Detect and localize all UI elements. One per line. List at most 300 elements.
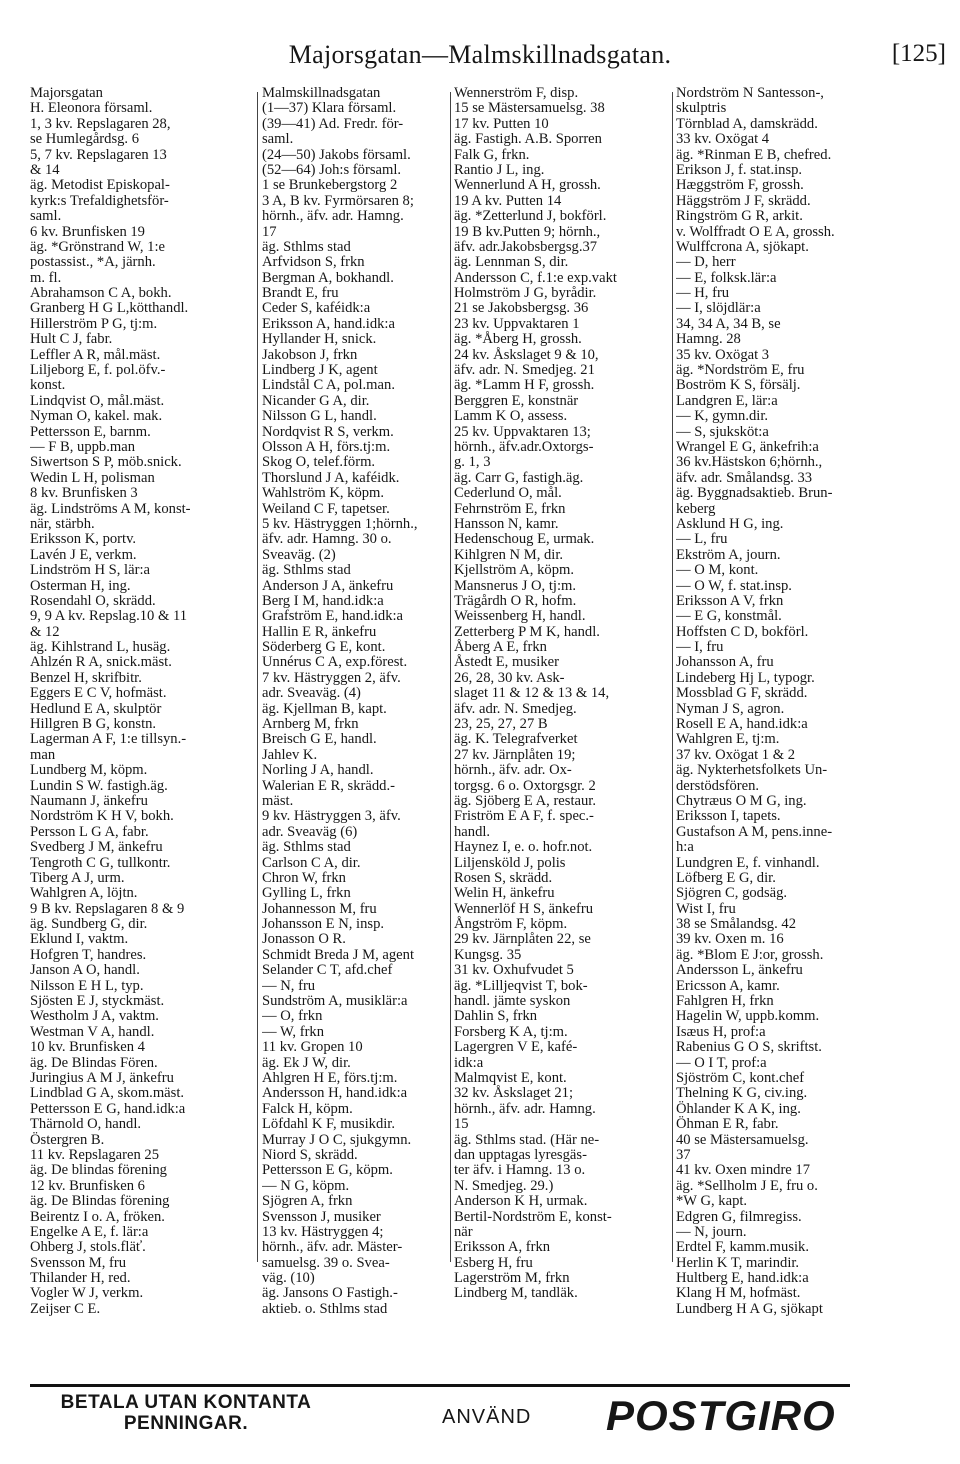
directory-entry-line: Benzel H, skrifbitr.: [30, 669, 142, 686]
directory-entry-line: Sjösten E J, styckmäst.: [30, 993, 165, 1010]
directory-entry-line: 9 kv. Hästryggen 3, äfv.: [262, 808, 401, 825]
directory-entry-line: Hedenschoug E, urmak.: [454, 531, 595, 548]
directory-entry-line: Åberg A E, frkn: [454, 639, 547, 656]
directory-entry-line: Lavén J E, verkm.: [30, 546, 137, 563]
directory-entry-line: dan upptagas lyresgäs-: [454, 1146, 587, 1163]
directory-entry-line: Nyman O, kakel. mak.: [30, 408, 163, 425]
directory-entry-line: (24—50) Jakobs församl.: [262, 146, 411, 163]
directory-entry-line: äg. Lennman S, dir.: [454, 254, 569, 271]
directory-entry-line: äg. Lindströms A M, konst-: [30, 500, 191, 517]
directory-entry-line: hörnh., äfv. adr. Hamng.: [454, 1100, 596, 1117]
directory-entry-line: Siwertson S P, möb.snick.: [30, 454, 182, 471]
directory-entry-line: — O M, kont.: [676, 562, 759, 579]
directory-entry-line: 37: [676, 1146, 691, 1163]
directory-entry-line: Hallin E R, änkefru: [262, 623, 377, 640]
directory-entry-line: äg. Byggnadsaktieb. Brun-: [676, 485, 833, 502]
directory-entry-line: Wedin L H, polisman: [30, 469, 155, 486]
directory-entry-line: Johansson A, fru: [676, 654, 774, 671]
directory-entry-line: Naumann J, änkefru: [30, 792, 148, 809]
directory-entry-line: Skog O, telef.förm.: [262, 454, 376, 471]
directory-entry-line: Hoffsten C D, bokförl.: [676, 623, 809, 640]
directory-entry-line: Grafström E, hand.idk:a: [262, 608, 404, 625]
directory-entry-line: — L, fru: [676, 531, 728, 548]
page-header: [0, 40, 960, 80]
directory-entry-line: — O, frkn: [262, 1008, 323, 1025]
directory-entry-line: Tengroth C G, tullkontr.: [30, 854, 171, 871]
directory-entry-line: Jonasson O R.: [262, 931, 346, 948]
directory-entry-line: 24 kv. Åskslaget 9 & 10,: [454, 346, 599, 363]
directory-entry-line: Sundström A, musiklär:a: [262, 993, 408, 1010]
directory-entry-line: Weissenberg H, handl.: [454, 608, 586, 625]
directory-entry-line: när: [454, 1223, 473, 1240]
directory-entry-line: — E G, konstmål.: [676, 608, 782, 625]
directory-entry-line: Lundberg H A G, sjökapt: [676, 1300, 823, 1317]
directory-entry-line: Johansson E N, insp.: [262, 916, 385, 933]
directory-entry-line: 19 A kv. Putten 14: [454, 192, 562, 209]
directory-entry-line: Persson L G A, fabr.: [30, 823, 149, 840]
directory-entry-line: Erdtel F, kamm.musik.: [676, 1239, 810, 1256]
directory-entry-line: Westholm J A, vaktm.: [30, 1008, 159, 1025]
directory-entry-line: 29 kv. Järnplåten 22, se: [454, 931, 591, 948]
directory-entry-line: Törnblad A, damskrädd.: [676, 115, 818, 132]
directory-entry-line: Hillgren B G, konstn.: [30, 716, 157, 733]
directory-entry-line: saml.: [262, 131, 294, 148]
directory-entry-line: slaget 11 & 12 & 13 & 14,: [454, 685, 610, 702]
directory-entry-line: Kihlgren N M, dir.: [454, 546, 564, 563]
directory-entry-line: Ringström G R, arkit.: [676, 208, 803, 225]
directory-entry-line: Wist I, fru: [676, 900, 736, 917]
directory-entry-line: *W G, kapt.: [676, 1193, 748, 1210]
directory-entry-line: Boström K S, försälj.: [676, 377, 801, 394]
directory-entry-line: 19 B kv.Putten 9; hörnh.,: [454, 223, 601, 240]
directory-entry-line: Tiberg A J, urm.: [30, 869, 125, 886]
directory-entry-line: Chytræus O M G, ing.: [676, 792, 807, 809]
directory-entry-line: Olsson A H, förs.tj:m.: [262, 438, 391, 455]
page-number: [125]: [891, 40, 946, 67]
directory-entry-line: handl.: [454, 823, 491, 840]
directory-entry-line: postassist., *A, järnh.: [30, 254, 156, 271]
directory-column-1: [30, 86, 254, 1317]
directory-entry-line: Eklund I, vaktm.: [30, 931, 129, 948]
directory-entry-line: mäst.: [262, 792, 294, 809]
directory-entry-line: Eriksson A, frkn: [454, 1239, 551, 1256]
directory-entry-line: Ahlgren H E, förs.tj:m.: [262, 1070, 398, 1086]
directory-entry-line: äfv. adr. N. Smedjeg. 21: [454, 362, 595, 379]
ad-slogan: [36, 1392, 336, 1434]
directory-entry-line: Eriksson A, hand.idk:a: [262, 315, 395, 332]
directory-entry-line: — N, fru: [262, 977, 316, 994]
directory-entry-line: 31 kv. Oxhufvudet 5: [454, 962, 574, 979]
directory-entry-line: 7 kv. Hästryggen 2, äfv.: [262, 669, 401, 686]
directory-entry-line: 39 kv. Oxen m. 16: [676, 931, 784, 948]
directory-entry-line: Lamm K O, assess.: [454, 408, 568, 425]
directory-entry-line: 15 se Mästersamuelsg. 38: [454, 100, 605, 117]
ad-brand: POSTGIRO: [606, 1392, 836, 1439]
directory-entry-line: Malmqvist E, kont.: [454, 1070, 567, 1086]
directory-entry-line: Öhman E R, fabr.: [676, 1116, 779, 1133]
directory-entry-line: 5, 7 kv. Repslagaren 13: [30, 146, 167, 163]
directory-entry-line: äg. Ek J W, dir.: [262, 1054, 351, 1071]
directory-entry-line: äg. De Blindas förening: [30, 1193, 170, 1210]
directory-entry-line: Cederlund O, mål.: [454, 485, 562, 502]
directory-entry-line: Löfberg E G, dir.: [676, 869, 776, 886]
directory-entry-line: 23, 25, 27, 27 B: [454, 716, 548, 733]
directory-entry-line: äg. De Blindas Fören.: [30, 1054, 158, 1071]
directory-entry-line: Hult C J, fabr.: [30, 331, 113, 348]
directory-entry-line: N. Smedjeg. 29.): [454, 1177, 554, 1194]
directory-entry-line: Gustafson A M, pens.inne-: [676, 823, 833, 840]
directory-entry-line: äg. Sthlms stad: [262, 238, 351, 255]
directory-entry-line: Sveaväg. (2): [262, 546, 336, 563]
directory-entry-line: Ångström F, köpm.: [454, 916, 568, 933]
directory-entry-line: Rabenius G O S, skriftst.: [676, 1039, 822, 1056]
directory-entry-line: Beirentz I o. A, fröken.: [30, 1208, 165, 1225]
directory-entry-line: Lindqvist O, mål.mäst.: [30, 392, 165, 409]
directory-entry-line: Andersson C, f.1:e exp.vakt: [454, 269, 617, 286]
directory-entry-line: äg. *Lilljeqvist T, bok-: [454, 977, 588, 994]
directory-entry-line: Lindström H S, lär:a: [30, 562, 150, 579]
directory-entry-line: äg. *Zetterlund J, bokförl.: [454, 208, 607, 225]
directory-entry-line: Östergren B.: [30, 1131, 105, 1148]
directory-entry-line: Pettersson E, barnm.: [30, 423, 151, 440]
directory-entry-line: — W, frkn: [262, 1023, 325, 1040]
directory-entry-line: hörnh., äfv.adr.Oxtorgs-: [454, 438, 594, 455]
directory-entry-line: Lundgren E, f. vinhandl.: [676, 854, 820, 871]
directory-entry-line: Isæus H, prof:a: [676, 1023, 766, 1040]
directory-entry-line: — O I T, prof:a: [676, 1054, 767, 1071]
directory-entry-line: Welin H, änkefru: [454, 885, 555, 902]
directory-entry-line: Bertil-Nordström E, konst-: [454, 1208, 612, 1225]
directory-entry-line: Janson A O, handl.: [30, 962, 140, 979]
directory-entry-line: Holmström J G, byrådir.: [454, 285, 597, 302]
directory-entry-line: — S, sjuksköt:a: [676, 423, 769, 440]
directory-entry-line: äg. Jansons O Fastigh.-: [262, 1285, 398, 1302]
directory-entry-line: 12 kv. Brunfisken 6: [30, 1177, 145, 1194]
directory-entry-line: Carlson C A, dir.: [262, 854, 361, 871]
directory-entry-line: Häggström J F, skrädd.: [676, 192, 811, 209]
directory-entry-line: man: [30, 746, 56, 763]
directory-entry-line: äg. Fastigh. A.B. Sporren: [454, 131, 602, 148]
directory-entry-line: Anderson J A, änkefru: [262, 577, 394, 594]
directory-entry-line: Sjögren A, frkn: [262, 1193, 353, 1210]
directory-entry-line: Lagerström M, frkn: [454, 1270, 570, 1287]
directory-entry-line: Liljensköld J, polis: [454, 854, 566, 871]
directory-entry-line: Pettersson E G, hand.idk:a: [30, 1100, 186, 1117]
directory-entry-line: Norling J A, handl.: [262, 762, 374, 779]
directory-entry-line: Granberg H G L,kötthandl.: [30, 300, 189, 317]
page-title: Majorsgatan—Malmskillnadsgatan.: [288, 40, 672, 69]
directory-entry-line: Abrahamson C A, bokh.: [30, 285, 172, 302]
directory-entry-line: m. fl.: [30, 269, 62, 286]
directory-entry-line: Svedberg J M, änkefru: [30, 839, 163, 856]
directory-entry-line: äfv. adr. N. Smedjeg.: [454, 700, 577, 717]
directory-entry-line: — I, fru: [676, 639, 724, 656]
directory-entry-line: 11 kv. Repslagaren 25: [30, 1146, 160, 1163]
directory-entry-line: Falk G, frkn.: [454, 146, 530, 163]
directory-entry-line: 32 kv. Åskslaget 21;: [454, 1085, 574, 1102]
directory-entry-line: Fehrnström E, frkn: [454, 500, 566, 517]
directory-entry-line: Haynez I, e. o. hofr.not.: [454, 839, 593, 856]
directory-entry-line: Hultberg E, hand.idk:a: [676, 1270, 809, 1287]
directory-entry-line: Lundin S W. fastigh.äg.: [30, 777, 168, 794]
directory-entry-line: 38 se Smålandsg. 42: [676, 916, 796, 933]
directory-entry-line: & 12: [30, 623, 60, 640]
directory-entry-line: adr. Sveaväg (6): [262, 823, 358, 840]
column-divider: [257, 92, 258, 1262]
directory-entry-line: Ohberg J, stols.fläť.: [30, 1239, 146, 1256]
directory-entry-line: Nilsson G L, handl.: [262, 408, 377, 425]
directory-entry-line: 10 kv. Brunfisken 4: [30, 1039, 145, 1056]
directory-entry-line: äg. Nykterhetsfolkets Un-: [676, 762, 828, 779]
directory-entry-line: aktieb. o. Sthlms stad: [262, 1300, 388, 1317]
directory-entry-line: Ahlzén R A, snick.mäst.: [30, 654, 172, 671]
directory-entry-line: skulptris: [676, 100, 727, 117]
directory-entry-line: 3 A, B kv. Fyrmörsaren 8;: [262, 192, 414, 209]
directory-entry-line: 34, 34 A, 34 B, se: [676, 315, 781, 332]
directory-entry-line: 26, 28, 30 kv. Ask-: [454, 669, 565, 686]
directory-entry-line: Lindberg M, tandläk.: [454, 1285, 578, 1302]
directory-entry-line: 1 se Brunkebergstorg 2: [262, 177, 398, 194]
directory-entry-line: 5 kv. Hästryggen 1;hörnh.,: [262, 515, 418, 532]
directory-entry-line: Hillerström P G, tj:m.: [30, 315, 158, 332]
postgiro-advertisement: [0, 1392, 960, 1440]
directory-entry-line: Weiland C F, tapetser.: [262, 500, 390, 517]
directory-entry-line: äg. De blindas förening: [30, 1162, 167, 1179]
directory-entry-line: äfv. adr.Jakobsbergsg.37: [454, 238, 598, 255]
directory-entry-line: Lindberg J K, agent: [262, 362, 378, 379]
directory-entry-line: — D, herr: [676, 254, 736, 271]
directory-entry-line: Engelke A E, f. lär:a: [30, 1223, 149, 1240]
directory-entry-line: Murray J O C, sjukgymn.: [262, 1131, 412, 1148]
directory-entry-line: — I, slöjdlär:a: [676, 300, 761, 317]
directory-entry-line: Thärnold O, handl.: [30, 1116, 142, 1133]
directory-entry-line: äg. Metodist Episkopal-: [30, 177, 170, 194]
directory-entry-line: Kungsg. 35: [454, 946, 522, 963]
directory-entry-line: — O W, f. stat.insp.: [676, 577, 792, 594]
directory-entry-line: Lindblad G A, skom.mäst.: [30, 1085, 185, 1102]
directory-entry-line: Wulffcrona A, sjökapt.: [676, 238, 809, 255]
directory-entry-line: äg. Sthlms stad. (Här ne-: [454, 1131, 600, 1148]
directory-entry-line: 41 kv. Oxen mindre 17: [676, 1162, 811, 1179]
directory-entry-line: äfv. adr. Hamng. 30 o.: [262, 531, 392, 548]
directory-entry-line: torgsg. 6 o. Oxtorgsgr. 2: [454, 777, 596, 794]
directory-entry-line: 11 kv. Gropen 10: [262, 1039, 363, 1056]
directory-entry-line: Eriksson I, tapets.: [676, 808, 781, 825]
directory-column-2: [262, 86, 452, 1317]
directory-entry-line: Falck H, köpm.: [262, 1100, 353, 1117]
directory-entry-line: Juringius A M J, änkefru: [30, 1070, 174, 1086]
directory-entry-line: Arfvidson S, frkn: [262, 254, 365, 271]
directory-entry-line: Jahlev K.: [262, 746, 318, 763]
directory-entry-line: äg. K. Telegrafverket: [454, 731, 578, 748]
directory-entry-line: Jakobson J, frkn: [262, 346, 358, 363]
directory-entry-line: Nilsson E H L, typ.: [30, 977, 144, 994]
directory-entry-line: Trägårdh O R, hofm.: [454, 592, 577, 609]
directory-entry-line: Ekström A, journ.: [676, 546, 781, 563]
directory-entry-line: Arnberg M, frkn: [262, 716, 359, 733]
directory-entry-line: 15: [454, 1116, 469, 1133]
directory-entry-line: äg. Kihlstrand L, husäg.: [30, 639, 171, 656]
directory-entry-line: äg. *Blom E J:or, grossh.: [676, 946, 824, 963]
directory-entry-line: 6 kv. Brunfisken 19: [30, 223, 145, 240]
directory-entry-line: Thorslund J A, kaféidk.: [262, 469, 400, 486]
directory-entry-line: Vogler W J, verkm.: [30, 1285, 144, 1302]
directory-entry-line: 35 kv. Oxögat 3: [676, 346, 770, 363]
directory-entry-line: äg. Sthlms stad: [262, 562, 351, 579]
directory-entry-line: kyrk:s Trefaldighetsför-: [30, 192, 169, 209]
directory-entry-line: — E, folksk.lär:a: [676, 269, 777, 286]
directory-entry-line: Breisch G E, handl.: [262, 731, 377, 748]
directory-entry-line: Ericsson A, kamr.: [676, 977, 780, 994]
directory-entry-line: äg. *Nordström E, fru: [676, 362, 805, 379]
ad-slogan-line-2: PENNINGAR.: [123, 1413, 249, 1434]
directory-entry-line: äg. *Sellholm J E, fru o.: [676, 1177, 818, 1194]
directory-entry-line: Lindstål C A, pol.man.: [262, 377, 395, 394]
directory-entry-line: Lagerman A F, 1:e tillsyn.-: [30, 731, 187, 748]
directory-entry-line: Osterman H, ing.: [30, 577, 131, 594]
directory-entry-line: Zeijser C E.: [30, 1300, 101, 1317]
directory-entry-line: Liljeborg E, f. pol.öfv.-: [30, 362, 166, 379]
directory-entry-line: äg. Sundberg G, dir.: [30, 916, 148, 933]
ad-verb: ANVÄND: [442, 1406, 532, 1428]
directory-entry-line: Unnérus C A, exp.förest.: [262, 654, 408, 671]
directory-entry-line: Westman V A, handl.: [30, 1023, 155, 1040]
directory-entry-line: 13 kv. Hästryggen 4;: [262, 1223, 384, 1240]
directory-entry-line: 40 se Mästersamuelsg.: [676, 1131, 809, 1148]
directory-entry-line: handl. jämte syskon: [454, 993, 571, 1010]
directory-entry-line: Kjellström A, köpm.: [454, 562, 574, 579]
directory-entry-line: samuelsg. 39 o. Svea-: [262, 1254, 390, 1271]
directory-entry-line: — F B, uppb.man: [30, 438, 135, 455]
directory-entry-line: g. 1, 3: [454, 454, 491, 471]
directory-entry-line: Wahlgren E, tj:m.: [676, 731, 780, 748]
directory-entry-line: väg. (10): [262, 1270, 315, 1287]
directory-entry-line: Hæggström F, grossh.: [676, 177, 804, 194]
directory-entry-line: Wennerström F, disp.: [454, 86, 579, 101]
directory-entry-line: äg. *Lamm H F, grossh.: [454, 377, 595, 394]
directory-entry-line: (39—41) Ad. Fredr. för-: [262, 115, 404, 132]
directory-entry-line: Mansnerus J O, tj:m.: [454, 577, 577, 594]
directory-entry-line: 37 kv. Oxögat 1 & 2: [676, 746, 796, 763]
directory-entry-line: Nordström K H V, bokh.: [30, 808, 174, 825]
directory-entry-line: — N, journ.: [676, 1223, 747, 1240]
directory-entry-line: Hedlund E A, skulptör: [30, 700, 162, 717]
directory-entry-line: 9, 9 A kv. Repslag.10 & 11: [30, 608, 188, 625]
directory-entry-line: Nordqvist R S, verkm.: [262, 423, 394, 440]
directory-entry-line: 8 kv. Brunfisken 3: [30, 485, 138, 502]
directory-entry-line: Mossblad G F, skrädd.: [676, 685, 808, 702]
directory-entry-line: Thilander H, red.: [30, 1270, 131, 1287]
directory-entry-line: 21 se Jakobsbergsg. 36: [454, 300, 589, 317]
directory-entry-line: 36 kv.Hästskon 6;hörnh.,: [676, 454, 823, 471]
directory-entry-line: — K, gymn.dir.: [676, 408, 769, 425]
directory-entry-line: Andersson L, änkefru: [676, 962, 803, 979]
directory-entry-line: Malmskillnadsgatan: [262, 86, 381, 101]
directory-entry-line: 23 kv. Uppvaktaren 1: [454, 315, 580, 332]
directory-entry-line: Nyman J S, agron.: [676, 700, 785, 717]
directory-entry-line: Wahlström K, köpm.: [262, 485, 385, 502]
directory-entry-line: Johannesson M, fru: [262, 900, 377, 917]
directory-entry-line: Selander C T, afd.chef: [262, 962, 393, 979]
directory-entry-line: Brandt E, fru: [262, 285, 339, 302]
directory-entry-line: äg. Carr G, fastigh.äg.: [454, 469, 584, 486]
footer-divider: [30, 1384, 850, 1387]
directory-entry-line: 25 kv. Uppvaktaren 13;: [454, 423, 591, 440]
directory-entry-line: adr. Sveaväg. (4): [262, 685, 361, 702]
directory-column-3: [454, 86, 674, 1302]
directory-entry-line: (52—64) Joh:s församl.: [262, 161, 402, 178]
directory-entry-line: Wennerlund A H, grossh.: [454, 177, 601, 194]
directory-entry-line: Wrangel E G, änkefrih:a: [676, 438, 819, 455]
directory-column-4: [676, 86, 954, 1317]
directory-entry-line: Hansson N, kamr.: [454, 515, 559, 532]
directory-entry-line: — H, fru: [676, 285, 730, 302]
directory-entry-line: H. Eleonora församl.: [30, 100, 153, 117]
directory-entry-line: Niord S, skrädd.: [262, 1146, 358, 1163]
directory-entry-line: (1—37) Klara församl.: [262, 100, 397, 117]
directory-entry-line: Hyllander H, snick.: [262, 331, 377, 348]
directory-entry-line: äg. Sthlms stad: [262, 839, 351, 856]
directory-entry-line: & 14: [30, 161, 60, 178]
directory-entry-line: Rantio J L, ing.: [454, 161, 545, 178]
directory-entry-line: Hagelin W, uppb.komm.: [676, 1008, 820, 1025]
directory-entry-line: Hofgren T, handres.: [30, 946, 147, 963]
directory-entry-line: Lindeberg Hj L, typogr.: [676, 669, 815, 686]
directory-entry-line: Zetterberg P M K, handl.: [454, 623, 600, 640]
directory-entry-line: Berggren E, konstnär: [454, 392, 579, 409]
directory-entry-line: Nordström N Santesson-,: [676, 86, 824, 101]
directory-entry-line: Esberg H, fru: [454, 1254, 533, 1271]
directory-entry-line: Asklund H G, ing.: [676, 515, 784, 532]
directory-entry-line: Landgren E, lär:a: [676, 392, 778, 409]
directory-entry-line: äg. *Rinman E B, chefred.: [676, 146, 832, 163]
directory-entry-line: 17 kv. Putten 10: [454, 115, 549, 132]
directory-entry-line: Dahlin S, frkn: [454, 1008, 538, 1025]
directory-entry-line: Söderberg G E, kont.: [262, 639, 386, 656]
directory-entry-line: äg. Kjellman B, kapt.: [262, 700, 387, 717]
directory-entry-line: Sjöström C, kont.chef: [676, 1070, 805, 1086]
directory-entry-line: Majorsgatan: [30, 86, 103, 101]
directory-entry-line: Rosendahl O, skrädd.: [30, 592, 156, 609]
directory-entry-line: Pettersson E G, köpm.: [262, 1162, 393, 1179]
directory-entry-line: Eriksson A V, frkn: [676, 592, 784, 609]
directory-entry-line: Hamng. 28: [676, 331, 741, 348]
directory-entry-line: 9 B kv. Repslagaren 8 & 9: [30, 900, 185, 917]
directory-entry-line: Gylling L, frkn: [262, 885, 351, 902]
directory-entry-line: 27 kv. Järnplåten 19;: [454, 746, 576, 763]
directory-entry-line: keberg: [676, 500, 716, 517]
ad-slogan-line-1: BETALA UTAN KONTANTA: [60, 1392, 312, 1413]
directory-entry-line: konst.: [30, 377, 66, 394]
directory-entry-line: saml.: [30, 208, 62, 225]
directory-entry-line: — N G, köpm.: [262, 1177, 350, 1194]
directory-entry-line: 17: [262, 223, 277, 240]
directory-entry-line: idk:a: [454, 1054, 484, 1071]
directory-entry-line: Löfdahl K F, musikdir.: [262, 1116, 396, 1133]
directory-entry-line: Svensson J, musiker: [262, 1208, 381, 1225]
directory-entry-line: Anderson K H, urmak.: [454, 1193, 588, 1210]
directory-entry-line: Bergman A, bokhandl.: [262, 269, 394, 286]
directory-entry-line: Eggers E C V, hofmäst.: [30, 685, 167, 702]
directory-entry-line: äg. *Grönstrand W, 1:e: [30, 238, 165, 255]
directory-entry-line: Klang H M, hofmäst.: [676, 1285, 801, 1302]
directory-entry-line: Åstedt E, musiker: [454, 654, 559, 671]
directory-entry-line: äg. *Åberg H, grossh.: [454, 331, 582, 348]
directory-entry-line: Thelning K G, civ.ing.: [676, 1085, 808, 1102]
directory-entry-line: Sjögren C, godsäg.: [676, 885, 788, 902]
directory-entry-line: ter äfv. i Hamng. 13 o.: [454, 1162, 586, 1179]
directory-entry-line: Leffler A R, mål.mäst.: [30, 346, 161, 363]
